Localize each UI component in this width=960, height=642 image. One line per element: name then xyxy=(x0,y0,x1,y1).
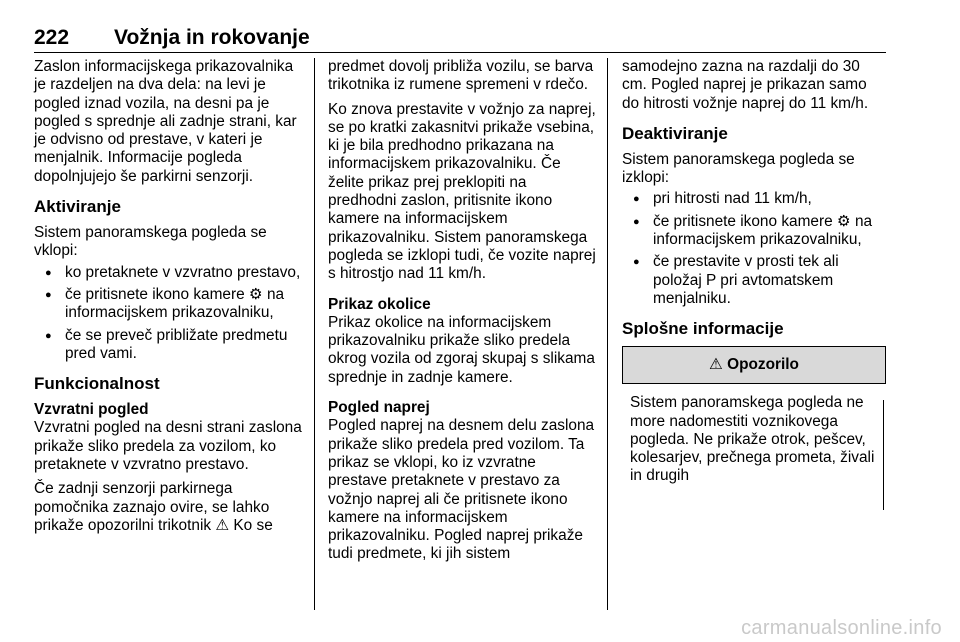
deaktiviranje-list xyxy=(622,190,886,308)
list-item: ● pri hitrosti nad 11 km/h, xyxy=(622,190,886,208)
column-middle xyxy=(328,58,598,570)
section-heading-splosne: Splošne informacije xyxy=(622,319,784,339)
warning-box xyxy=(622,346,886,485)
page-number: 222 xyxy=(34,26,70,49)
deaktiviranje-text: Sistem panoramskega pogleda se izklopi: xyxy=(622,150,855,187)
list-item: ● ko pretaknete v vzvratno prestavo, xyxy=(34,264,302,282)
subheading-vzvratni: Vzvratni pogled xyxy=(34,401,149,419)
vzvratni-text: Vzvratni pogled na desni strani zaslona prikaže sliko predela za vozilom, ko pretaknete v vzvratno prestavo. xyxy=(34,419,302,474)
section-heading-funkcionalnost: Funkcionalnost xyxy=(34,374,160,394)
paragraph: Ko znova prestavite v vožnjo za naprej, se po kratki zakasnitvi prikaže vsebina, ki je bila predhodno prikazana na informacijskem prikazovalniku. Če želite prikaz prej preklopiti na predhodni zaslon, pritisnite ikono kamere na informacijskem prikazovalniku. Sistem panoramskega pogleda se izklopi tudi, če vozite naprej s hitrostjo nad 11 km/h. xyxy=(328,100,596,283)
senzorji-text: Če zadnji senzorji parkirnega pomočnika zaznajo ovire, se lahko prikaže opozorilni trikotnik ⚠ Ko se xyxy=(34,480,273,534)
list-item: ● če pritisnete ikono kamere ⚙ na informacijskem prikazovalniku, xyxy=(622,213,886,250)
page-header xyxy=(34,26,886,53)
column-left xyxy=(34,58,302,541)
vzvratni-paragraph xyxy=(34,401,302,474)
naprej-paragraph xyxy=(328,399,598,564)
section-heading-aktiviranje: Aktiviranje xyxy=(34,197,121,217)
intro-paragraph: Zaslon informacijskega prikazovalnika je razdeljen na dva dela: na levi je pogled iznad vozila, na desni pa je pogled s sprednje ali zadnje strani, kar je odvisno od prestave, v kateri je menjalnik. Informacije pogleda dopolnjujejo še parkirni senzorji. xyxy=(34,58,297,185)
column-divider xyxy=(607,58,608,610)
subheading-okolice: Prikaz okolice xyxy=(328,295,431,313)
okolice-text: Prikaz okolice na informacijskem prikazovalniku prikaže sliko predela okrog vozila od zgoraj skupaj s slikama sprednje in zadnje kamere. xyxy=(328,313,595,386)
paragraph: samodejno zazna na razdalji do 30 cm. Pogled naprej je prikazan samo do hitrosti vožnje naprej do 11 km/h. xyxy=(622,58,869,112)
okolice-paragraph xyxy=(328,296,598,387)
aktiviranje-list xyxy=(34,264,302,363)
column-divider xyxy=(314,58,315,610)
warning-box-right-edge xyxy=(883,400,884,510)
subheading-naprej: Pogled naprej xyxy=(328,399,430,417)
chapter-title: Vožnja in rokovanje xyxy=(114,26,310,49)
paragraph: predmet dovolj približa vozilu, se barva trikotnika iz rumene spremeni v rdečo. xyxy=(328,58,594,94)
list-item: ● če se preveč približate predmetu pred vami. xyxy=(34,327,302,364)
warning-text: Sistem panoramskega pogleda ne more nadomestiti voznikovega pogleda. Ne prikaže otrok, pešcev, kolesarjev, prečnega prometa, živali in drugih xyxy=(630,394,875,485)
aktiviranje-text: Sistem panoramskega pogleda se vklopi: xyxy=(34,224,267,260)
section-heading-deaktiviranje: Deaktiviranje xyxy=(622,123,728,143)
list-item: ● če prestavite v prosti tek ali položaj P pri avtomatskem menjalniku. xyxy=(622,253,886,308)
warning-header: ⚠ Opozorilo xyxy=(622,346,886,384)
list-item: ● če pritisnete ikono kamere ⚙ na informacijskem prikazovalniku, xyxy=(34,286,302,323)
naprej-text: Pogled naprej na desnem delu zaslona prikaže sliko predela pred vozilom. Ta prikaz se vklopi, ko iz vzvratne prestave pretaknete v prestavo za vožnjo naprej ali če pritisnete ikono kamere na informacijskem prikazovalniku. Pogled naprej prikaže tudi predmete, ki jih sistem xyxy=(328,417,595,563)
column-right xyxy=(622,58,886,486)
watermark: carmanualsonline.info xyxy=(741,617,942,639)
